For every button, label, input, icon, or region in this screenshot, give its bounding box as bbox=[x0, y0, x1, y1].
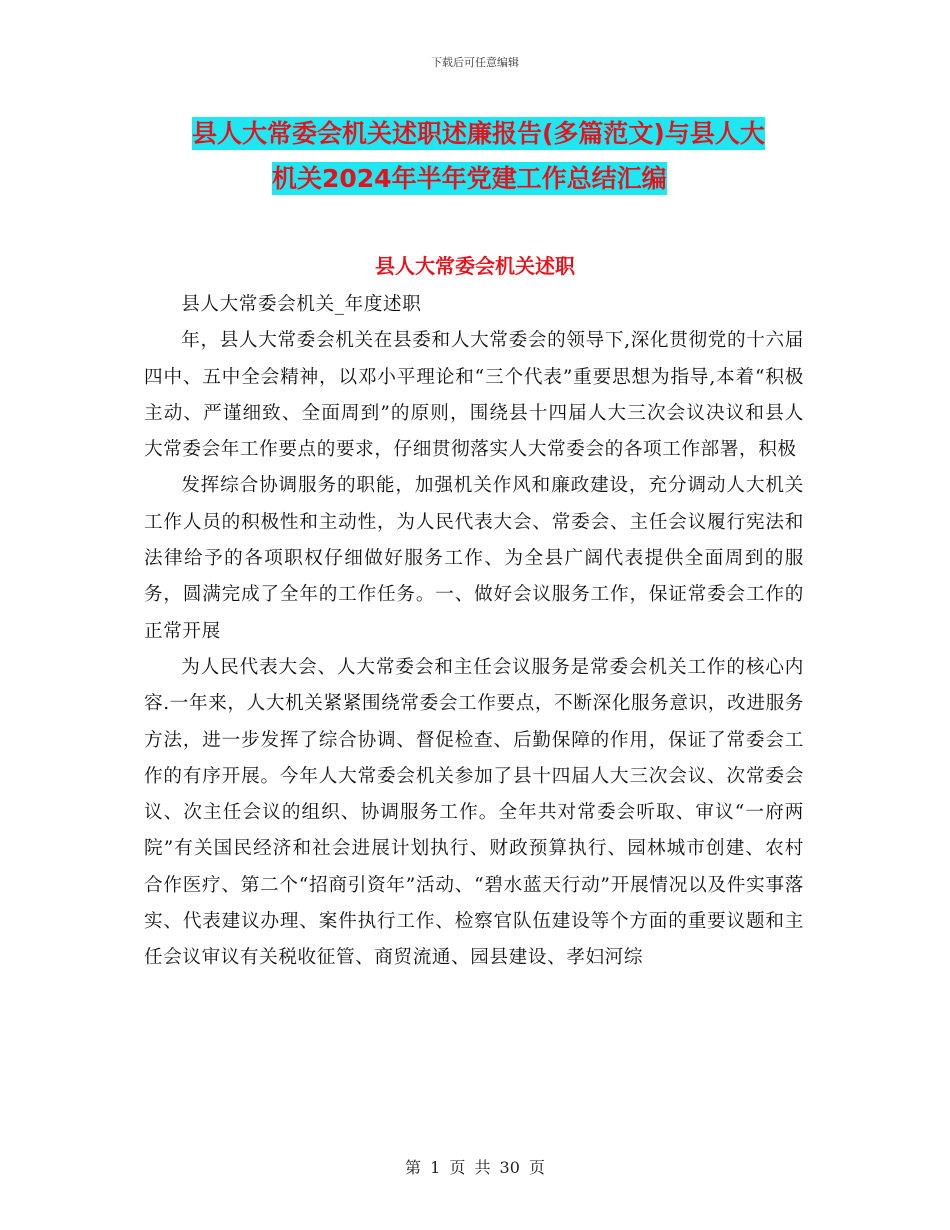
section-title: 县人大常委会机关述职 bbox=[375, 254, 575, 278]
document-title-line-2 bbox=[0, 159, 950, 195]
paragraph: 为人民代表大会、人大常委会和主任会议服务是常委会机关工作的核心内容.一年来，人大机关紧紧围绕常委会工作要点，不断深化服务意识，改进服务方法，进一步发挥了综合协调、督促检查、后勤保障的作用，保证了常委会工作的有序开展。今年人大常委会机关参加了县十四届人大三次会议、次常委会议、次主任会议的组织、协调服务工作。全年共对常委会听取、审议“一府两院”有关国民经济和社会进展计划执行、财政预算执行、园林城市创建、农村合作医疗、第二个“招商引资年”活动、“碧水蓝天行动”开展情况以及件实事落实、代表建议办理、案件执行工作、检察官队伍建设等个方面的重要议题和主任会议审议有关税收征管、商贸流通、园县建设、孝妇河综 bbox=[144, 656, 804, 969]
document-title-text-1: 县人大常委会机关述职述廉报告(多篇范文)与县人大 bbox=[192, 119, 765, 148]
page-indicator: 第 1 页 共 30 页 bbox=[405, 1158, 545, 1177]
paragraph: 年，县人大常委会机关在县委和人大常委会的领导下,深化贯彻党的十六届四中、五中全会精神，以邓小平理论和“三个代表”重要思想为指导,本着“积极主动、严谨细致、全面周到”的原则，围绕县十四届人大三次会议决议和县人大常委会年工作要点的要求，仔细贯彻落实人大常委会的各项工作部署，积极 bbox=[144, 330, 804, 461]
document-body bbox=[144, 287, 804, 977]
document-title-line-1 bbox=[0, 114, 950, 150]
document-title-text-2: 机关2024年半年党建工作总结汇编 bbox=[272, 164, 667, 193]
header-note: 下载后可任意编辑 bbox=[431, 56, 519, 69]
paragraph: 发挥综合协调服务的职能，加强机关作风和廉政建设，充分调动人大机关工作人员的积极性和主动性，为人民代表大会、常委会、主任会议履行宪法和法律给予的各项职权仔细做好服务工作、为全县广阔代表提供全面周到的服务，圆满完成了全年的工作任务。一、做好会议服务工作，保证常委会工作的正常开展 bbox=[144, 475, 804, 642]
paragraph: 县人大常委会机关_年度述职 bbox=[181, 294, 422, 315]
